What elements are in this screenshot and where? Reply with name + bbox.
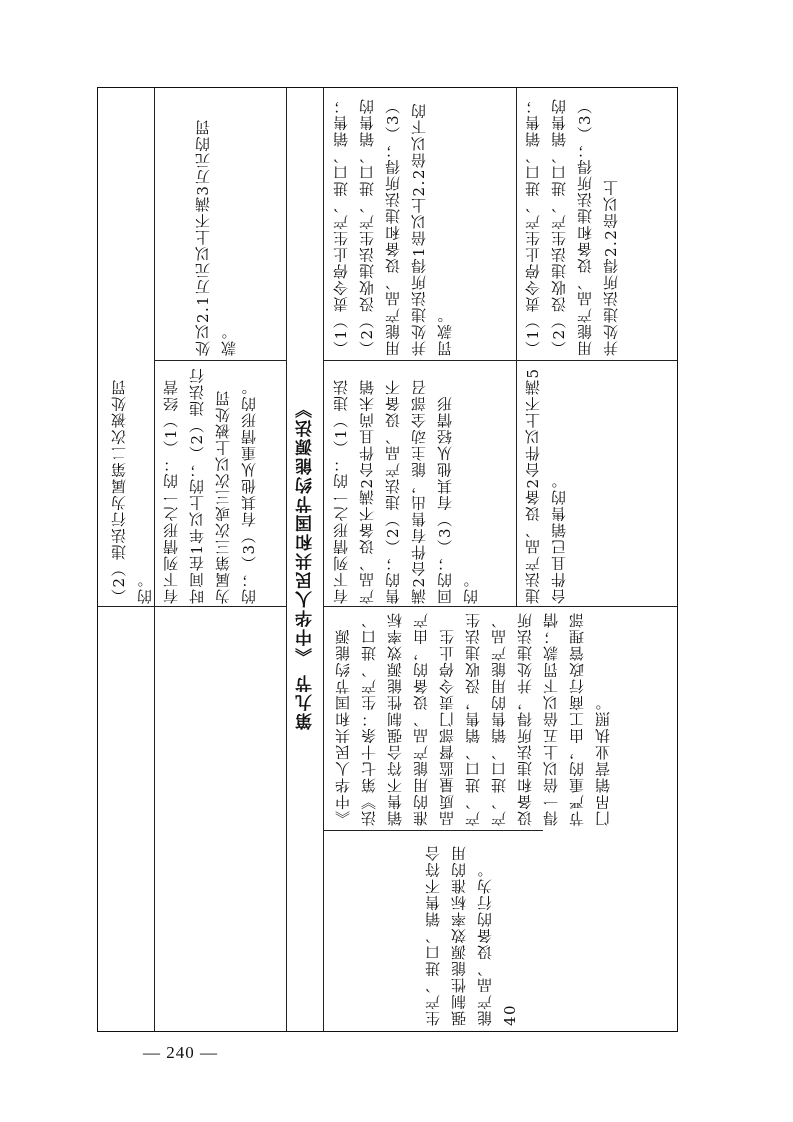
behavior-text: 生产、进口、销售不符合强制性能源效率标准的用能产品、设备的行为。 <box>424 844 494 1026</box>
case2-penalty-text: （1）责令停止生产、进口、销售；（2）没收违法生产、进口、销售的用能产品、设备和违法所得；（3）并处违法所得2.2倍以上 <box>524 97 620 356</box>
top-situations-text: 有下列情形之一的：（1）经营时间在1年以上的；（2）违法行为属第三次或三次以上被处罚的；（3）有其他从重情形的。 <box>162 367 258 604</box>
case2-situation-text: 违法产品、设备2台件以上不满5台件且已销售的。 <box>524 367 568 604</box>
section-heading: 第九节 《中华人民共和国节约能源法》 <box>296 399 316 730</box>
divider-row40 <box>323 606 677 607</box>
case1-situation-text: 有下列情形之一的：（1）违法产品、设备不满2台件且尚未销售的；（2）违法产品、设备不满2台件有售出，能主动全部召回的；（3）有其他从轻情形的。 <box>332 378 480 604</box>
divider-cases <box>516 88 517 606</box>
divider-top-penalty <box>155 360 286 361</box>
legal-basis-text: 《中华人民共和国节约能源法》第七十条：生产、进口、销售不符合强制性能源效率标准的用能产品、设备的，由产品质量监督部门责令停止生产、进口、销售，没收违法生产、进口、销售的用能产品、设备和违法所得，并处违法所得一倍以上五倍以下罚款；情节严重的，由工商行政管理部门吊销营业执照。 <box>334 611 612 826</box>
divider-behavior <box>323 830 543 831</box>
divider-top-row <box>98 606 286 607</box>
page-number: — 240 — <box>143 1043 218 1062</box>
divider-left <box>154 88 155 1031</box>
prev-situation-text: （2）违法行为属第二次被处罚的。 <box>110 378 154 604</box>
case1-penalty-text: （1）责令停止生产、进口、销售；（2）没收违法生产、进口、销售的用能产品、设备和违法所得；（3）并处违法所得1倍以上2.2倍以下的罚款。 <box>332 97 454 356</box>
divider-section-right <box>323 88 324 1031</box>
divider-case-penalty <box>323 360 677 361</box>
row-number: 40 <box>501 1003 519 1026</box>
top-penalty-text: 处以2.1万元以上不满3万元的罚款。 <box>194 118 238 356</box>
divider-section-left <box>286 88 287 1031</box>
